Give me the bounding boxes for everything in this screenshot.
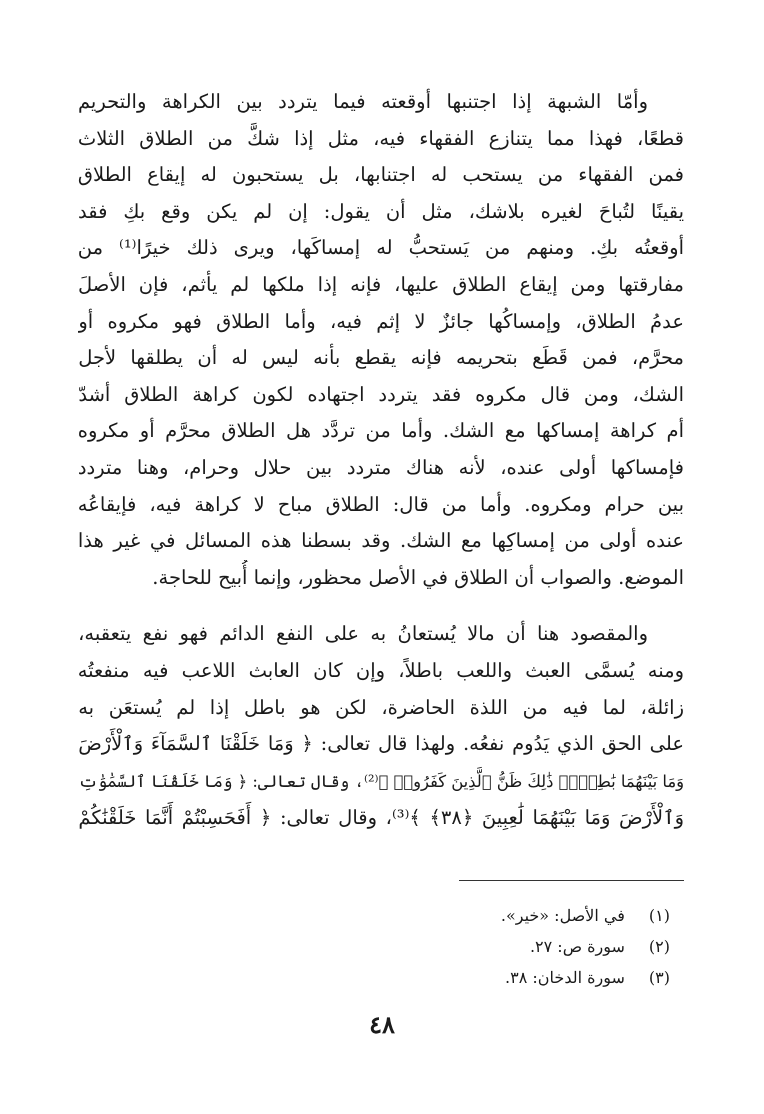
- footnote-2: [200, 931, 670, 962]
- footnote-number: (٣): [648, 968, 670, 987]
- text-line: أوقعتُه بكِ. ومنهم من يَستحبُّ له إمساكَها، ويرى ذلك خيرًا⁽¹⁾ من: [78, 236, 684, 260]
- text-line: فإمساكها أولى عنده، لأنه هناك متردد بين حلال وحرام، وهنا متردد: [78, 455, 684, 479]
- text-line: ومنه يُسمَّى العبث واللعب باطلاً، وإن كان العابث اللاعب فيه منفعتُه: [78, 658, 684, 682]
- footnotes: [200, 900, 670, 993]
- footnote-text: في الأصل: «خير».: [500, 906, 625, 925]
- footnote-number: (١): [648, 906, 670, 925]
- footnote-number: (٢): [648, 937, 670, 956]
- footnote-1: [200, 900, 670, 931]
- paragraph-1: [78, 84, 684, 596]
- text-line: مفارقتها ومن إيقاع الطلاق عليها، فإنه إذا ملكها لم يأثم، فإن الأصلَ: [78, 272, 684, 296]
- page-number: ٤٨: [369, 1010, 395, 1039]
- text-line: فمن الفقهاء من يستحب له اجتنابها، بل يستحبون له إيقاع الطلاق: [78, 163, 684, 187]
- text-line: عنده أولى من إمساكِها مع الشك. وقد بسطنا هذه المسائل في غير هذا: [78, 529, 684, 553]
- footnote-text: سورة الدخان: ٣٨.: [505, 968, 625, 987]
- text-line: على الحق الذي يَدُوم نفعُه. ولهذا قال تعالى: ﴿ وَمَا خَلَقْنَا ٱلسَّمَآءَ وَٱلْأَرْضَ: [78, 732, 684, 756]
- text-line: والمقصود هنا أن مالا يُستعانُ به على النفع الدائم فهو نفع يتعقبه،: [78, 622, 648, 646]
- text-line: عدمُ الطلاق، وإمساكُها جائزٌ لا إثم فيه، وأما الطلاق فهو مكروه أو: [78, 309, 684, 333]
- text-line: الشك، ومن قال مكروه فقد يتردد اجتهاده لكون كراهة الطلاق أشدّ: [78, 382, 684, 406]
- footnote-text: سورة ص: ٢٧.: [529, 937, 625, 956]
- text-line: وأمّا الشبهة إذا اجتنبها أوقعته فيما يتردد بين الكراهة والتحريم: [78, 90, 648, 113]
- text-line: محرَّم، فمن قَطَع بتحريمه فإنه يقطع بأنه ليس له أن يطلقها لأجل: [78, 346, 684, 370]
- text-line: الموضع. والصواب أن الطلاق في الأصل محظور، وإنما أُبيح للحاجة.: [152, 565, 684, 589]
- footnote-3: [200, 962, 670, 993]
- text-line: وَمَا بَيْنَهُمَا بَٰطِلًاۚ ذَٰلِكَ ظَنُّ ٱلَّذِينَ كَفَرُوا۟ ﴾⁽²⁾، وقال تعالى: ﴿ وَمَا خَلَقْنَا ٱلسَّمَٰوَٰتِ: [78, 771, 684, 791]
- main-text: [78, 84, 684, 837]
- text-line: أم كراهة إمساكها مع الشك. وأما من تردَّد هل الطلاق محرَّم أو مكروه: [78, 419, 684, 443]
- text-line: زائلة، لما فيه من اللذة الحاضرة، لكن هو باطل إذا لم يُستعَن به: [78, 695, 684, 719]
- text-line: قطعًا، فهذا مما يتنازع الفقهاء فيه، مثل إذا شكَّ من الطلاق الثلاث: [78, 126, 684, 150]
- footnote-divider: [459, 880, 684, 881]
- text-line: يقينًا لتُباحَ لغيره بلاشك، مثل أن يقول: إن لم يكن وقع بكِ فقد: [78, 199, 684, 223]
- text-line: بين حرام ومكروه. وأما من قال: الطلاق مباح لا كراهة فيه، فإيقاعُه: [78, 492, 684, 516]
- text-line: وَٱلْأَرْضَ وَمَا بَيْنَهُمَا لَٰعِبِينَ ﴿٣٨﴾ ﴾⁽³⁾، وقال تعالى: ﴿ أَفَحَسِبْتُمْ أَنَّمَا خَلَقْنَٰكُمْ: [78, 806, 684, 830]
- paragraph-2: [78, 616, 684, 837]
